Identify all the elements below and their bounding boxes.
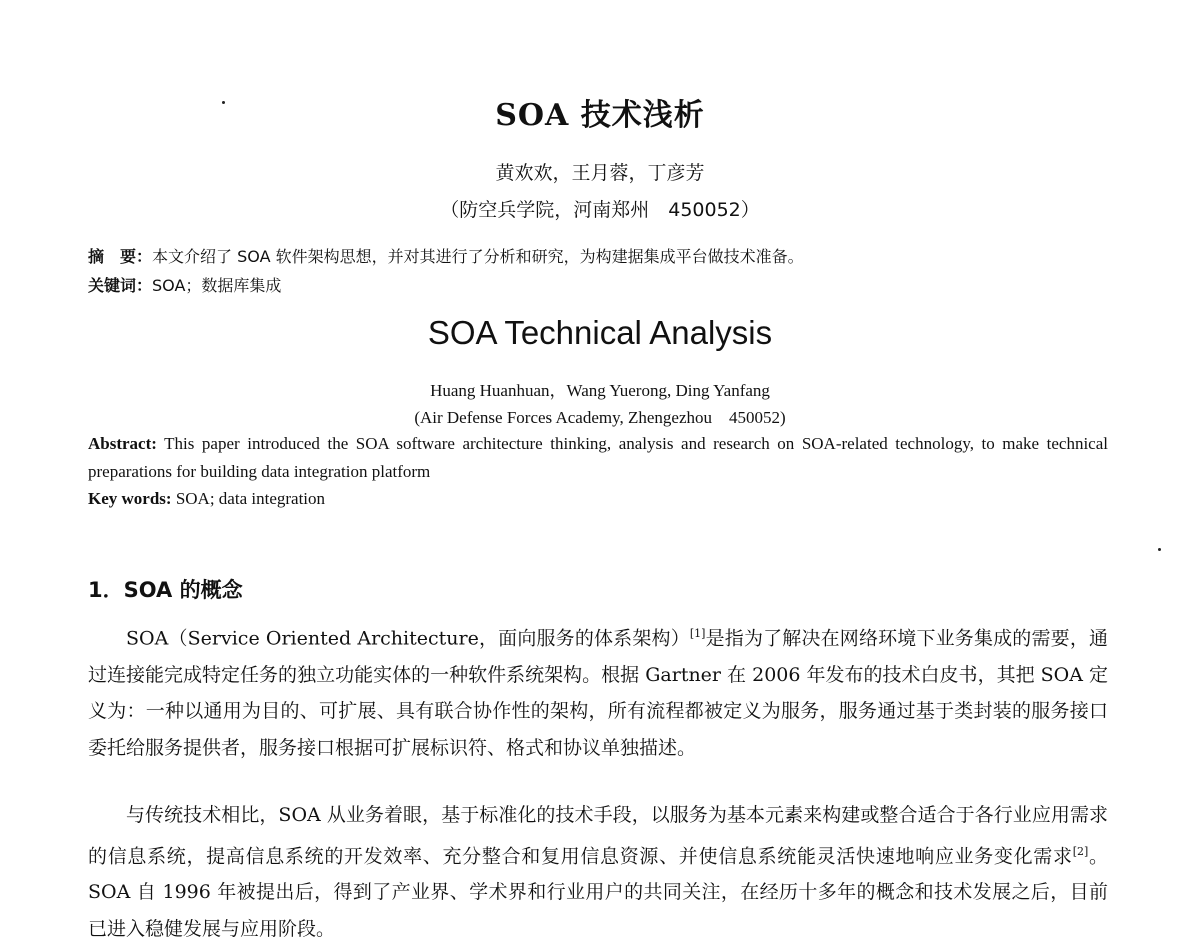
chinese-keywords (88, 273, 1118, 296)
chinese-abstract-text: 本文介绍了 SOA 软件架构思想，并对其进行了分析和研究，为构建据集成平台做技术准备。 (152, 247, 804, 266)
english-title: SOA Technical Analysis (427, 314, 773, 351)
chinese-abstract (88, 244, 1118, 267)
section-heading: 1．SOA 的概念 (88, 578, 243, 602)
citation-ref: [1] (689, 627, 706, 640)
english-abstract-text: This paper introduced the SOA software architecture thinking, analysis and research on SOA-related technology, to make technical preparations for building data integration platform (88, 434, 1108, 481)
english-keywords-label: Key words: (88, 489, 172, 508)
chinese-abstract-label: 摘 要： (88, 247, 153, 266)
chinese-keywords-text: SOA；数据库集成 (152, 276, 282, 295)
chinese-keywords-label: 关键词： (88, 276, 153, 295)
paragraph-text: 与传统技术相比，SOA 从业务着眼，基于标准化的技术手段，以服务为基本元素来构建或整合适合于各行业应用需求的信息系统，提高信息系统的开发效率、充分整合和复用信息资源、并使信息系统能灵活快速地响应业务变化需求 (88, 804, 1108, 867)
paragraph-text: 。SOA 自 1996 年被提出后，得到了产业界、学术界和行业用户的共同关注，在经历十多年的概念和技术发展之后，目前已进入稳健发展与应用阶段。 (88, 844, 1108, 940)
paragraph-text: SOA（Service Oriented Architecture，面向服务的体系架构） (126, 627, 690, 650)
english-abstract-label: Abstract: (88, 434, 157, 453)
citation-ref: [2] (1072, 844, 1089, 858)
english-keywords-text: SOA; data integration (171, 489, 326, 508)
scan-speck (1158, 548, 1161, 551)
paragraph-text: 是指为了解决在网络环境下业务集成的需要，通过连接能完成特定任务的独立功能实体的一种软件系统架构。根据 Gartner 在 2006 年发布的技术白皮书，其把 SOA 定义为：一种以通用为目的、可扩展、具有联合协作性的架构，所有流程都被定义为服务，服务通过基于类封装的服务接口委托给服务提供者，服务接口根据可扩展标识符、格式和协议单独描述。 (88, 627, 1108, 759)
chinese-title: SOA 技术浅析 (495, 98, 705, 133)
chinese-authors: 黄欢欢，王月蓉，丁彦芳 (495, 162, 705, 184)
english-affiliation: (Air Defense Forces Academy, Zhengezhou 450052) (414, 408, 786, 427)
body-paragraph (88, 616, 1108, 766)
chinese-affiliation: （防空兵学院，河南郑州 450052） (440, 199, 760, 221)
body-paragraph (88, 797, 1108, 947)
english-keywords (88, 489, 325, 509)
english-abstract (88, 430, 1108, 486)
english-authors: Huang Huanhuan，Wang Yuerong, Ding Yanfang (430, 381, 770, 400)
